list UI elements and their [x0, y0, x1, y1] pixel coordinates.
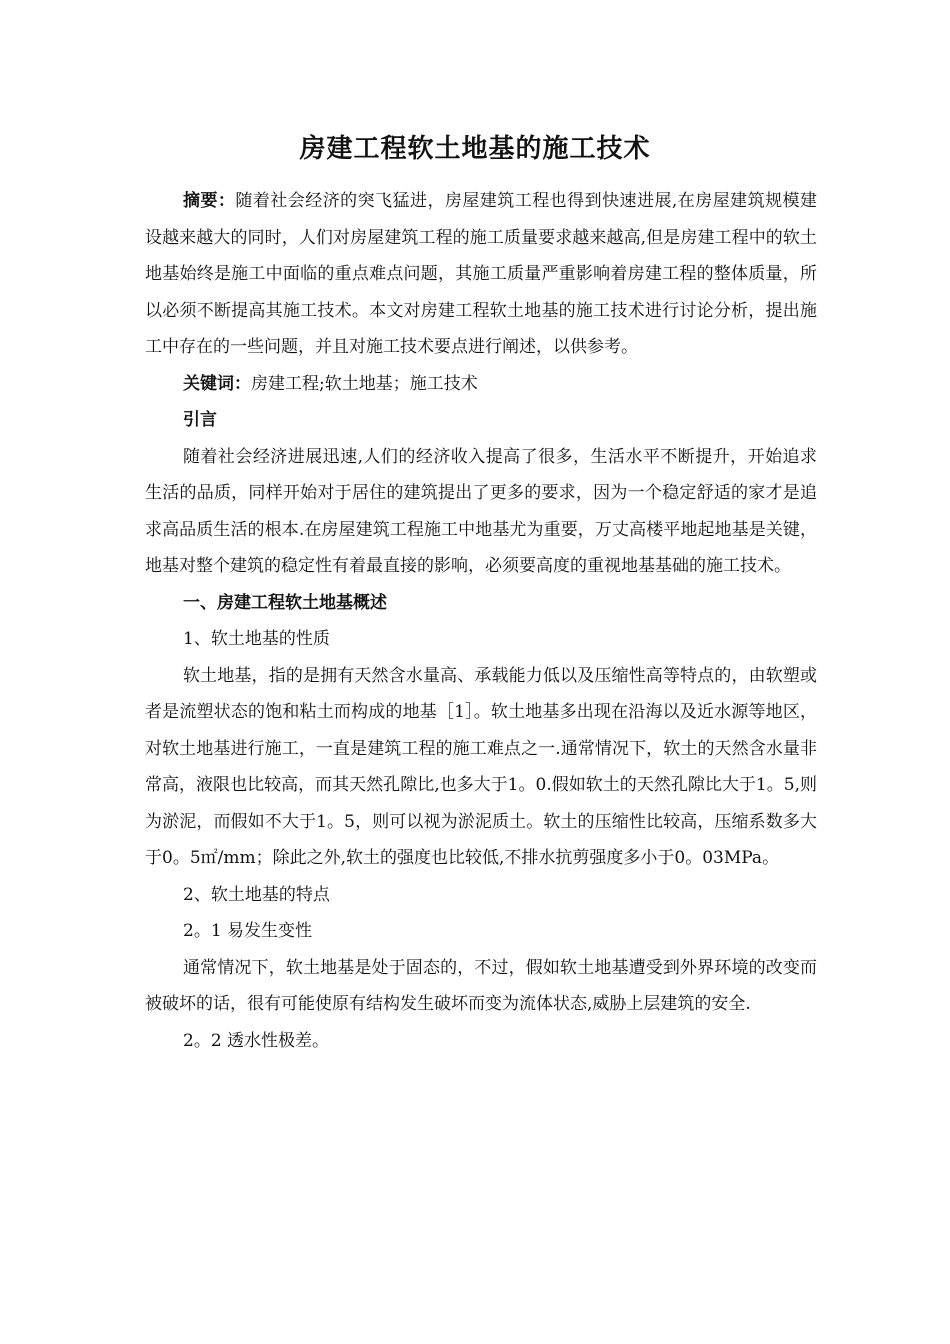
intro-paragraph: 随着社会经济进展迅速,人们的经济收入提高了很多，生活水平不断提升，开始追求生活的品质，同样开始对于居住的建筑提出了更多的要求，因为一个稳定舒适的家才是追求高品质生活的根本.在房屋建筑工程施工中地基尤为重要，万丈高楼平地起地基是关键，地基对整个建筑的稳定性有着最直接的影响，必须要高度的重视地基基础的施工技术。: [145, 446, 817, 576]
abstract-text: 随着社会经济的突飞猛进，房屋建筑工程也得到快速进展,在房屋建筑规模建设越来越大的同时，人们对房屋建筑工程的施工质量要求越来越高,但是房建工程中的软土地基始终是施工中面临的重点难点问题，其施工质量严重影响着房建工程的整体质量，所以必须不断提高其施工技术。本文对房建工程软土地基的施工技术进行讨论分析，提出施工中存在的一些问题，并且对施工技术要点进行阐述，以供参考。: [145, 191, 818, 357]
keywords-paragraph: [145, 366, 817, 403]
keywords-text: 房建工程;软土地基；施工技术: [251, 373, 478, 394]
subsection-2-1-heading: 2。1 易发生变性: [183, 921, 313, 941]
document-body: [145, 183, 817, 1059]
keywords-label: 关键词：: [183, 373, 251, 394]
subsection-1-heading: 1、软土地基的性质: [183, 629, 330, 649]
section-1-heading: 一、房建工程软土地基概述: [183, 592, 387, 613]
document-title: 房建工程软土地基的施工技术: [299, 134, 651, 164]
subsection-2-1-paragraph: 通常情况下，软土地基是处于固态的，不过，假如软土地基遭受到外界环境的改变而被破坏的话，很有可能使原有结构发生破坏而变为流体状态,威胁上层建筑的安全.: [145, 957, 817, 1014]
abstract-paragraph: [145, 183, 817, 366]
subsection-1-paragraph: 软土地基，指的是拥有天然含水量高、承载能力低以及压缩性高等特点的，由软塑或者是流塑状态的饱和粘土而构成的地基［1］。软土地基多出现在沿海以及近水源等地区，对软土地基进行施工，一直是建筑工程的施工难点之一.通常情况下，软土的天然含水量非常高，液限也比较高，而其天然孔隙比,也多大于1。0.假如软土的天然孔隙比大于1。5,则为淤泥，而假如不大于1。5，则可以视为淤泥质土。软土的压缩性比较高，压缩系数多大于0。5㎡/mm；除此之外,软土的强度也比较低,不排水抗剪强度多小于0。03MPa。: [145, 665, 817, 868]
abstract-label: 摘要：: [183, 191, 236, 211]
intro-heading: 引言: [183, 410, 217, 430]
subsection-2-heading: 2、软土地基的特点: [183, 884, 330, 905]
subsection-2-2-heading: 2。2 透水性极差。: [183, 1030, 330, 1051]
